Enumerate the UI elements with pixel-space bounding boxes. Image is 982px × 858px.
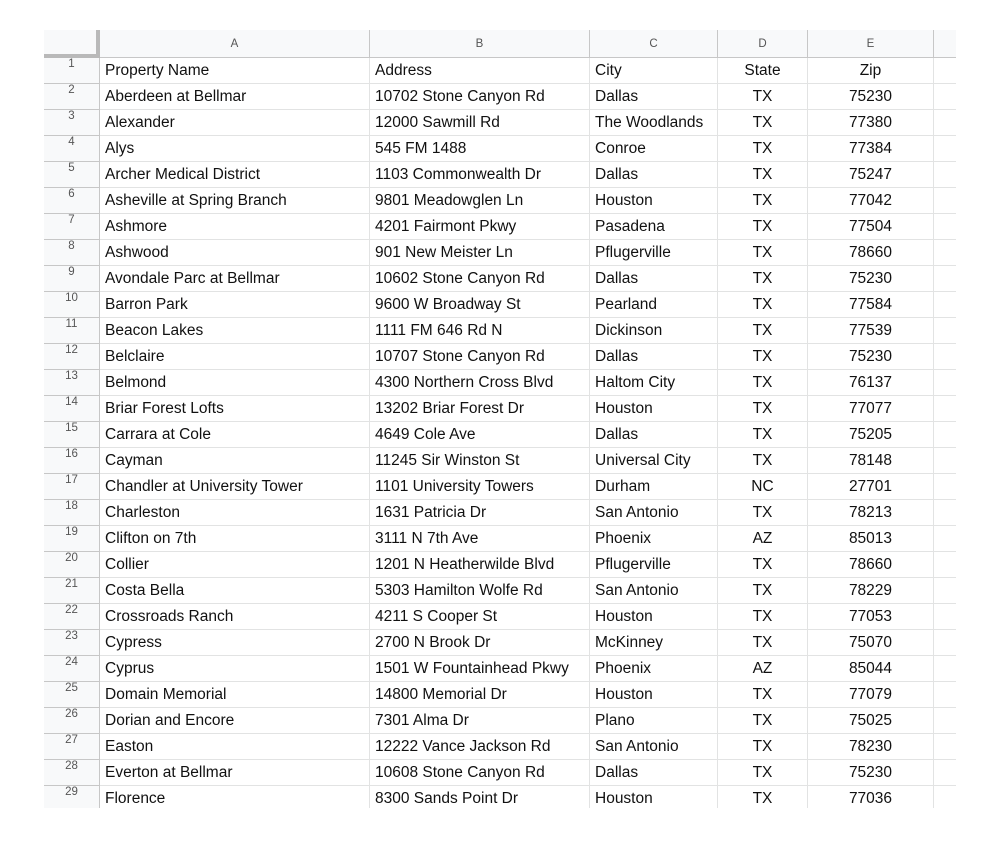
cell-e-4[interactable]: 77384 — [808, 136, 934, 162]
row-header[interactable]: 2 — [44, 84, 100, 110]
cell-e-19[interactable]: 85013 — [808, 526, 934, 552]
cell-e-23[interactable]: 75070 — [808, 630, 934, 656]
row-header[interactable]: 14 — [44, 396, 100, 422]
cell-b-20[interactable]: 1201 N Heatherwilde Blvd — [370, 552, 590, 578]
cell-d-8[interactable]: TX — [718, 240, 808, 266]
row-header[interactable]: 3 — [44, 110, 100, 136]
cell-a-19[interactable]: Clifton on 7th — [100, 526, 370, 552]
cell-a-20[interactable]: Collier — [100, 552, 370, 578]
cell-f-25[interactable] — [934, 682, 956, 708]
cell-e-17[interactable]: 27701 — [808, 474, 934, 500]
cell-b-25[interactable]: 14800 Memorial Dr — [370, 682, 590, 708]
cell-c-10[interactable]: Pearland — [590, 292, 718, 318]
cell-e-9[interactable]: 75230 — [808, 266, 934, 292]
cell-c-1[interactable]: City — [590, 58, 718, 84]
cell-f-18[interactable] — [934, 500, 956, 526]
cell-f-7[interactable] — [934, 214, 956, 240]
cell-b-12[interactable]: 10707 Stone Canyon Rd — [370, 344, 590, 370]
row-header[interactable]: 15 — [44, 422, 100, 448]
cell-a-10[interactable]: Barron Park — [100, 292, 370, 318]
cell-b-2[interactable]: 10702 Stone Canyon Rd — [370, 84, 590, 110]
row-header[interactable]: 10 — [44, 292, 100, 318]
row-header[interactable]: 27 — [44, 734, 100, 760]
cell-e-22[interactable]: 77053 — [808, 604, 934, 630]
cell-d-25[interactable]: TX — [718, 682, 808, 708]
column-header-c[interactable]: C — [590, 30, 718, 58]
column-header-a[interactable]: A — [100, 30, 370, 58]
cell-a-8[interactable]: Ashwood — [100, 240, 370, 266]
cell-c-7[interactable]: Pasadena — [590, 214, 718, 240]
cell-b-21[interactable]: 5303 Hamilton Wolfe Rd — [370, 578, 590, 604]
cell-f-29[interactable] — [934, 786, 956, 808]
cell-f-28[interactable] — [934, 760, 956, 786]
row-header[interactable]: 1 — [44, 58, 100, 84]
cell-e-14[interactable]: 77077 — [808, 396, 934, 422]
cell-c-5[interactable]: Dallas — [590, 162, 718, 188]
cell-d-6[interactable]: TX — [718, 188, 808, 214]
cell-a-5[interactable]: Archer Medical District — [100, 162, 370, 188]
cell-d-24[interactable]: AZ — [718, 656, 808, 682]
cell-c-2[interactable]: Dallas — [590, 84, 718, 110]
cell-f-21[interactable] — [934, 578, 956, 604]
cell-a-13[interactable]: Belmond — [100, 370, 370, 396]
cell-c-26[interactable]: Plano — [590, 708, 718, 734]
cell-c-8[interactable]: Pflugerville — [590, 240, 718, 266]
cell-e-3[interactable]: 77380 — [808, 110, 934, 136]
spreadsheet — [44, 30, 956, 808]
cell-d-10[interactable]: TX — [718, 292, 808, 318]
sheet-grid — [44, 30, 956, 808]
cell-f-1[interactable] — [934, 58, 956, 84]
cell-f-23[interactable] — [934, 630, 956, 656]
cell-c-14[interactable]: Houston — [590, 396, 718, 422]
cell-a-26[interactable]: Dorian and Encore — [100, 708, 370, 734]
cell-e-5[interactable]: 75247 — [808, 162, 934, 188]
row-header[interactable]: 7 — [44, 214, 100, 240]
cell-f-24[interactable] — [934, 656, 956, 682]
cell-a-29[interactable]: Florence — [100, 786, 370, 808]
column-header-d[interactable]: D — [718, 30, 808, 58]
cell-a-17[interactable]: Chandler at University Tower — [100, 474, 370, 500]
cell-a-15[interactable]: Carrara at Cole — [100, 422, 370, 448]
cell-c-27[interactable]: San Antonio — [590, 734, 718, 760]
cell-e-7[interactable]: 77504 — [808, 214, 934, 240]
row-header[interactable]: 19 — [44, 526, 100, 552]
cell-f-22[interactable] — [934, 604, 956, 630]
cell-b-23[interactable]: 2700 N Brook Dr — [370, 630, 590, 656]
cell-d-2[interactable]: TX — [718, 84, 808, 110]
cell-c-4[interactable]: Conroe — [590, 136, 718, 162]
row-header[interactable]: 18 — [44, 500, 100, 526]
cell-d-29[interactable]: TX — [718, 786, 808, 808]
cell-f-19[interactable] — [934, 526, 956, 552]
cell-e-21[interactable]: 78229 — [808, 578, 934, 604]
cell-e-16[interactable]: 78148 — [808, 448, 934, 474]
cell-f-12[interactable] — [934, 344, 956, 370]
cell-f-2[interactable] — [934, 84, 956, 110]
cell-d-3[interactable]: TX — [718, 110, 808, 136]
row-header[interactable]: 6 — [44, 188, 100, 214]
row-header[interactable]: 20 — [44, 552, 100, 578]
cell-d-28[interactable]: TX — [718, 760, 808, 786]
cell-e-18[interactable]: 78213 — [808, 500, 934, 526]
cell-d-21[interactable]: TX — [718, 578, 808, 604]
cell-d-5[interactable]: TX — [718, 162, 808, 188]
cell-b-19[interactable]: 3111 N 7th Ave — [370, 526, 590, 552]
cell-b-9[interactable]: 10602 Stone Canyon Rd — [370, 266, 590, 292]
cell-d-4[interactable]: TX — [718, 136, 808, 162]
cell-b-8[interactable]: 901 New Meister Ln — [370, 240, 590, 266]
cell-b-6[interactable]: 9801 Meadowglen Ln — [370, 188, 590, 214]
row-header[interactable]: 23 — [44, 630, 100, 656]
cell-c-21[interactable]: San Antonio — [590, 578, 718, 604]
row-header[interactable]: 11 — [44, 318, 100, 344]
cell-b-27[interactable]: 12222 Vance Jackson Rd — [370, 734, 590, 760]
cell-b-13[interactable]: 4300 Northern Cross Blvd — [370, 370, 590, 396]
row-header[interactable]: 22 — [44, 604, 100, 630]
row-header[interactable]: 12 — [44, 344, 100, 370]
cell-f-9[interactable] — [934, 266, 956, 292]
cell-f-13[interactable] — [934, 370, 956, 396]
cell-e-15[interactable]: 75205 — [808, 422, 934, 448]
row-header[interactable]: 29 — [44, 786, 100, 808]
cell-f-26[interactable] — [934, 708, 956, 734]
cell-d-19[interactable]: AZ — [718, 526, 808, 552]
row-header[interactable]: 4 — [44, 136, 100, 162]
cell-c-12[interactable]: Dallas — [590, 344, 718, 370]
cell-c-28[interactable]: Dallas — [590, 760, 718, 786]
cell-a-1[interactable]: Property Name — [100, 58, 370, 84]
cell-f-3[interactable] — [934, 110, 956, 136]
cell-c-9[interactable]: Dallas — [590, 266, 718, 292]
cell-b-4[interactable]: 545 FM 1488 — [370, 136, 590, 162]
cell-d-12[interactable]: TX — [718, 344, 808, 370]
cell-b-14[interactable]: 13202 Briar Forest Dr — [370, 396, 590, 422]
cell-c-13[interactable]: Haltom City — [590, 370, 718, 396]
cell-d-1[interactable]: State — [718, 58, 808, 84]
cell-f-4[interactable] — [934, 136, 956, 162]
cell-b-10[interactable]: 9600 W Broadway St — [370, 292, 590, 318]
cell-a-21[interactable]: Costa Bella — [100, 578, 370, 604]
cell-a-11[interactable]: Beacon Lakes — [100, 318, 370, 344]
cell-b-1[interactable]: Address — [370, 58, 590, 84]
cell-b-28[interactable]: 10608 Stone Canyon Rd — [370, 760, 590, 786]
row-header[interactable]: 25 — [44, 682, 100, 708]
cell-a-23[interactable]: Cypress — [100, 630, 370, 656]
row-header[interactable]: 21 — [44, 578, 100, 604]
row-header[interactable]: 17 — [44, 474, 100, 500]
row-header[interactable]: 24 — [44, 656, 100, 682]
cell-e-11[interactable]: 77539 — [808, 318, 934, 344]
cell-d-13[interactable]: TX — [718, 370, 808, 396]
cell-f-20[interactable] — [934, 552, 956, 578]
row-header[interactable]: 5 — [44, 162, 100, 188]
cell-b-22[interactable]: 4211 S Cooper St — [370, 604, 590, 630]
cell-d-15[interactable]: TX — [718, 422, 808, 448]
cell-d-23[interactable]: TX — [718, 630, 808, 656]
cell-d-18[interactable]: TX — [718, 500, 808, 526]
cell-a-16[interactable]: Cayman — [100, 448, 370, 474]
cell-c-16[interactable]: Universal City — [590, 448, 718, 474]
cell-f-16[interactable] — [934, 448, 956, 474]
cell-a-6[interactable]: Asheville at Spring Branch — [100, 188, 370, 214]
cell-a-7[interactable]: Ashmore — [100, 214, 370, 240]
cell-c-15[interactable]: Dallas — [590, 422, 718, 448]
column-header-e[interactable]: E — [808, 30, 934, 58]
cell-d-20[interactable]: TX — [718, 552, 808, 578]
row-header[interactable]: 26 — [44, 708, 100, 734]
cell-a-25[interactable]: Domain Memorial — [100, 682, 370, 708]
cell-c-29[interactable]: Houston — [590, 786, 718, 808]
cell-a-18[interactable]: Charleston — [100, 500, 370, 526]
cell-e-28[interactable]: 75230 — [808, 760, 934, 786]
cell-b-16[interactable]: 11245 Sir Winston St — [370, 448, 590, 474]
cell-f-8[interactable] — [934, 240, 956, 266]
cell-e-13[interactable]: 76137 — [808, 370, 934, 396]
cell-e-6[interactable]: 77042 — [808, 188, 934, 214]
cell-e-2[interactable]: 75230 — [808, 84, 934, 110]
cell-d-14[interactable]: TX — [718, 396, 808, 422]
cell-c-20[interactable]: Pflugerville — [590, 552, 718, 578]
cell-c-17[interactable]: Durham — [590, 474, 718, 500]
cell-b-17[interactable]: 1101 University Towers — [370, 474, 590, 500]
cell-e-27[interactable]: 78230 — [808, 734, 934, 760]
row-header[interactable]: 13 — [44, 370, 100, 396]
cell-b-26[interactable]: 7301 Alma Dr — [370, 708, 590, 734]
cell-b-24[interactable]: 1501 W Fountainhead Pkwy — [370, 656, 590, 682]
cell-e-24[interactable]: 85044 — [808, 656, 934, 682]
cell-b-29[interactable]: 8300 Sands Point Dr — [370, 786, 590, 808]
cell-e-26[interactable]: 75025 — [808, 708, 934, 734]
cell-e-25[interactable]: 77079 — [808, 682, 934, 708]
cell-c-18[interactable]: San Antonio — [590, 500, 718, 526]
cell-f-15[interactable] — [934, 422, 956, 448]
cell-c-6[interactable]: Houston — [590, 188, 718, 214]
cell-c-3[interactable]: The Woodlands — [590, 110, 718, 136]
cell-f-17[interactable] — [934, 474, 956, 500]
cell-f-6[interactable] — [934, 188, 956, 214]
cell-b-18[interactable]: 1631 Patricia Dr — [370, 500, 590, 526]
cell-a-28[interactable]: Everton at Bellmar — [100, 760, 370, 786]
cell-f-11[interactable] — [934, 318, 956, 344]
cell-b-5[interactable]: 1103 Commonwealth Dr — [370, 162, 590, 188]
cell-a-27[interactable]: Easton — [100, 734, 370, 760]
cell-a-2[interactable]: Aberdeen at Bellmar — [100, 84, 370, 110]
row-header[interactable]: 8 — [44, 240, 100, 266]
cell-c-19[interactable]: Phoenix — [590, 526, 718, 552]
select-all-corner[interactable] — [44, 30, 100, 58]
cell-b-3[interactable]: 12000 Sawmill Rd — [370, 110, 590, 136]
cell-b-15[interactable]: 4649 Cole Ave — [370, 422, 590, 448]
column-header-b[interactable]: B — [370, 30, 590, 58]
row-header[interactable]: 28 — [44, 760, 100, 786]
cell-d-7[interactable]: TX — [718, 214, 808, 240]
cell-d-9[interactable]: TX — [718, 266, 808, 292]
cell-e-8[interactable]: 78660 — [808, 240, 934, 266]
cell-c-11[interactable]: Dickinson — [590, 318, 718, 344]
cell-d-27[interactable]: TX — [718, 734, 808, 760]
cell-e-20[interactable]: 78660 — [808, 552, 934, 578]
cell-b-7[interactable]: 4201 Fairmont Pkwy — [370, 214, 590, 240]
cell-b-11[interactable]: 1111 FM 646 Rd N — [370, 318, 590, 344]
cell-a-4[interactable]: Alys — [100, 136, 370, 162]
cell-f-5[interactable] — [934, 162, 956, 188]
cell-a-14[interactable]: Briar Forest Lofts — [100, 396, 370, 422]
cell-d-11[interactable]: TX — [718, 318, 808, 344]
cell-d-22[interactable]: TX — [718, 604, 808, 630]
cell-c-24[interactable]: Phoenix — [590, 656, 718, 682]
row-header[interactable]: 16 — [44, 448, 100, 474]
cell-e-10[interactable]: 77584 — [808, 292, 934, 318]
cell-a-9[interactable]: Avondale Parc at Bellmar — [100, 266, 370, 292]
cell-c-25[interactable]: Houston — [590, 682, 718, 708]
cell-c-22[interactable]: Houston — [590, 604, 718, 630]
cell-a-24[interactable]: Cyprus — [100, 656, 370, 682]
cell-e-29[interactable]: 77036 — [808, 786, 934, 808]
cell-a-3[interactable]: Alexander — [100, 110, 370, 136]
cell-d-17[interactable]: NC — [718, 474, 808, 500]
cell-f-10[interactable] — [934, 292, 956, 318]
cell-f-27[interactable] — [934, 734, 956, 760]
cell-d-26[interactable]: TX — [718, 708, 808, 734]
cell-a-22[interactable]: Crossroads Ranch — [100, 604, 370, 630]
cell-f-14[interactable] — [934, 396, 956, 422]
cell-e-12[interactable]: 75230 — [808, 344, 934, 370]
column-header-f[interactable] — [934, 30, 956, 58]
cell-a-12[interactable]: Belclaire — [100, 344, 370, 370]
cell-c-23[interactable]: McKinney — [590, 630, 718, 656]
row-header[interactable]: 9 — [44, 266, 100, 292]
cell-d-16[interactable]: TX — [718, 448, 808, 474]
cell-e-1[interactable]: Zip — [808, 58, 934, 84]
